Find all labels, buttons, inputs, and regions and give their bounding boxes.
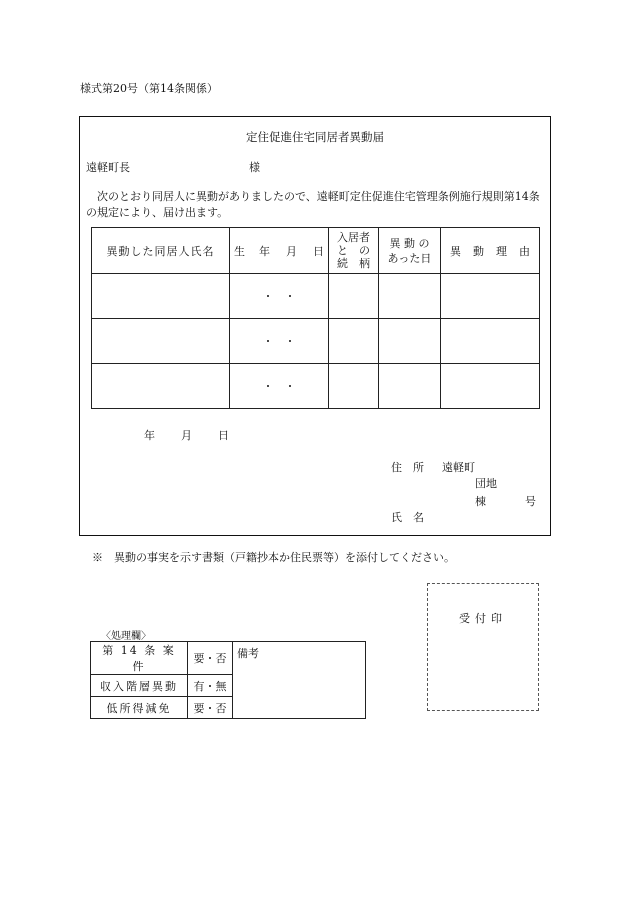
notification-form xyxy=(79,116,551,536)
header-name-label: 異動した同居人氏名 xyxy=(106,244,215,258)
cell-birth[interactable]: ・ ・ xyxy=(230,274,329,319)
cell-birth[interactable]: ・ ・ xyxy=(230,319,329,364)
header-reason-1: 動 xyxy=(473,244,484,258)
header-date-0: 異 動 の xyxy=(389,236,430,250)
address-town: 遠軽町 xyxy=(442,461,475,474)
table-row xyxy=(92,364,540,409)
header-relation xyxy=(329,228,379,274)
number-label: 号 xyxy=(525,495,536,508)
cell-reason[interactable] xyxy=(441,364,540,409)
header-relation-0: 入居者 xyxy=(337,231,370,244)
attachment-note: ※ 異動の事実を示す書類（戸籍抄本か住民票等）を添付してください。 xyxy=(92,551,455,564)
cell-name[interactable] xyxy=(92,274,230,319)
header-reason-0: 異 xyxy=(450,244,461,258)
header-birth-1: 年 xyxy=(259,244,270,258)
table-header-row xyxy=(92,228,540,274)
date-day: 日 xyxy=(218,429,229,442)
cell-reason[interactable] xyxy=(441,319,540,364)
honorific: 様 xyxy=(249,161,260,174)
form-title: 定住促進住宅同居者異動届 xyxy=(246,130,384,144)
remarks-cell[interactable] xyxy=(233,642,366,719)
submission-date xyxy=(144,427,229,443)
processing-caption: 〈処理欄〉 xyxy=(101,631,151,642)
header-birth-3: 日 xyxy=(313,244,324,258)
header-name xyxy=(92,228,230,274)
building-label: 棟 xyxy=(475,495,486,508)
processing-label: 第 14 条 案 件 xyxy=(91,642,188,675)
table-row xyxy=(91,642,366,675)
header-reason xyxy=(441,228,540,274)
table-row xyxy=(92,274,540,319)
header-reason-2: 理 xyxy=(496,244,507,258)
stamp-label: 受付印 xyxy=(459,612,507,625)
header-reason-3: 由 xyxy=(519,244,530,258)
processing-value[interactable]: 要・否 xyxy=(188,697,233,719)
form-number: 様式第20号（第14条関係） xyxy=(80,82,218,95)
cell-reason[interactable] xyxy=(441,274,540,319)
name-label: 氏 名 xyxy=(391,511,424,524)
header-date xyxy=(379,228,441,274)
cell-date[interactable] xyxy=(379,319,441,364)
remarks-label: 備考 xyxy=(237,647,259,660)
cell-date[interactable] xyxy=(379,274,441,319)
change-table xyxy=(91,227,540,409)
table-row xyxy=(92,319,540,364)
processing-value[interactable]: 要・否 xyxy=(188,642,233,675)
addressee: 遠軽町長 xyxy=(86,161,130,174)
processing-table xyxy=(90,641,366,719)
date-year: 年 xyxy=(144,429,155,442)
cell-name[interactable] xyxy=(92,319,230,364)
processing-value[interactable]: 有・無 xyxy=(188,675,233,697)
header-relation-2: 続 柄 xyxy=(337,257,370,270)
cell-relation[interactable] xyxy=(329,364,379,409)
cell-relation[interactable] xyxy=(329,319,379,364)
date-month: 月 xyxy=(181,429,192,442)
reception-stamp-box xyxy=(427,583,539,711)
body-text: 次のとおり同居人に異動がありましたので、遠軽町定住促進住宅管理条例施行規則第14条の規定により、届け出ます。 xyxy=(86,190,540,219)
processing-label: 収入階層異動 xyxy=(91,675,188,697)
danchi-label: 団地 xyxy=(475,477,497,490)
header-birth xyxy=(230,228,329,274)
header-date-1: あった日 xyxy=(387,251,432,265)
cell-birth[interactable]: ・ ・ xyxy=(230,364,329,409)
header-relation-1: と の xyxy=(337,244,370,257)
cell-relation[interactable] xyxy=(329,274,379,319)
processing-label: 低所得減免 xyxy=(91,697,188,719)
header-birth-0: 生 xyxy=(234,244,245,258)
cell-date[interactable] xyxy=(379,364,441,409)
header-birth-2: 月 xyxy=(286,244,297,258)
address-label: 住 所 xyxy=(391,461,424,474)
cell-name[interactable] xyxy=(92,364,230,409)
